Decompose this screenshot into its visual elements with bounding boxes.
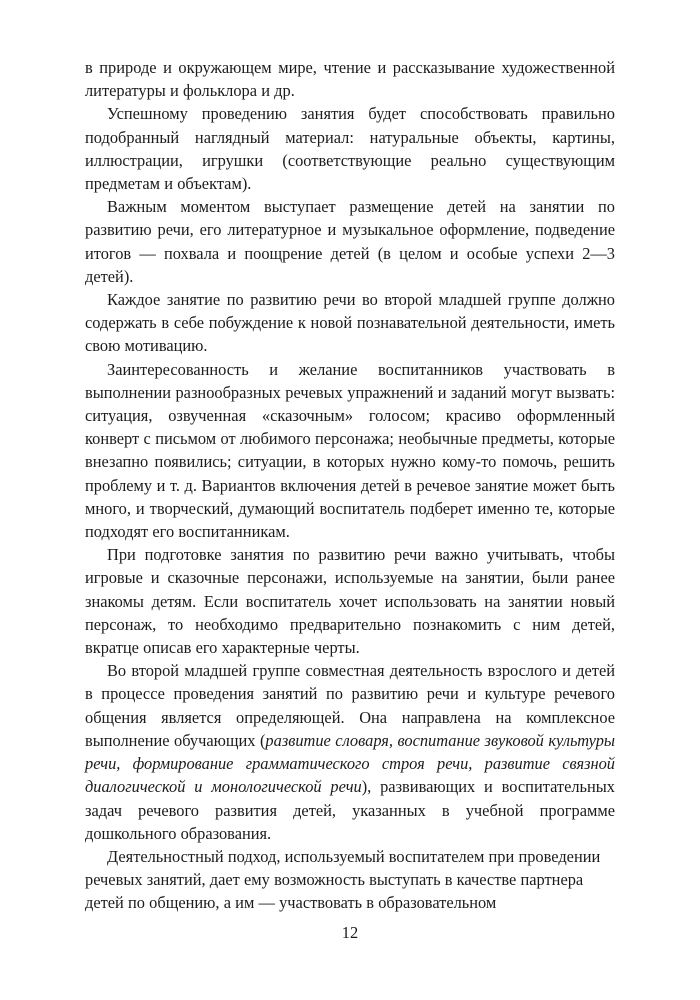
paragraph-7-segment-lead: Во второй младшей группе совместная деятельность взрослого и детей в процессе проведения занятий по развитию речи и культуре речевого общения является определяющей. Она направлена на комплексное выполнение обучающих ( [85, 661, 615, 750]
paragraph-7-segment-tail: ), развивающих и воспитательных задач речевого развития детей, указанных в учебной программе дошкольного образования. [85, 777, 615, 843]
paragraph-3: Важным моментом выступает размещение детей на занятии по развитию речи, его литературное и музыкальное оформление, подведение итогов — похвала и поощрение детей (в целом и особые успехи 2—3 детей). [85, 197, 615, 286]
paragraph-8: Деятельностный подход, используемый воспитателем при проведении речевых занятий, дает ему возможность выступать в качестве партнера детей по общению, а им — участвовать в образовательном [85, 846, 601, 913]
paragraph-7-segment-italic: развитие словаря, воспитание звуковой культуры речи, формирование грамматического строя речи, развитие связной диалогической и монологической речи [85, 730, 616, 797]
paragraph-5: Заинтересованность и желание воспитанников участвовать в выполнении разнообразных речевых упражнений и заданий могут вызвать: ситуация, озвученная «сказочным» голосом; красиво оформленный конверт с письмом от любимого персонажа; необычные предметы, которые внезапно появились; ситуации, в которых нужно кому-то помочь, решить проблему и т. д. Вариантов включения детей в речевое занятие может быть много, и творческий, думающий воспитатель подберет именно те, которые подходят его воспитанникам. [85, 359, 615, 542]
paragraph-6: При подготовке занятия по развитию речи важно учитывать, чтобы игровые и сказочные персонажи, используемые на занятии, были ранее знакомы детям. Если воспитатель хочет использовать на занятии новый персонаж, то необходимо предварительно познакомить с ним детей, вкратце описав его характерные черты. [85, 545, 615, 658]
paragraph-1: в природе и окружающем мире, чтение и рассказывание художественной литературы и фольклора и др. [85, 58, 615, 101]
page-number: 12 [341, 923, 359, 942]
paragraph-4: Каждое занятие по развитию речи во второй младшей группе должно содержать в себе побуждение к новой познавательной деятельности, иметь свою мотивацию. [85, 290, 615, 356]
paragraph-2: Успешному проведению занятия будет способствовать правильно подобранный наглядный материал: натуральные объекты, картины, иллюстрации, игрушки (соответствующие реально существующим предметам и объектам). [85, 104, 615, 194]
body-text-column [85, 56, 615, 915]
paragraph-7 [85, 659, 615, 845]
